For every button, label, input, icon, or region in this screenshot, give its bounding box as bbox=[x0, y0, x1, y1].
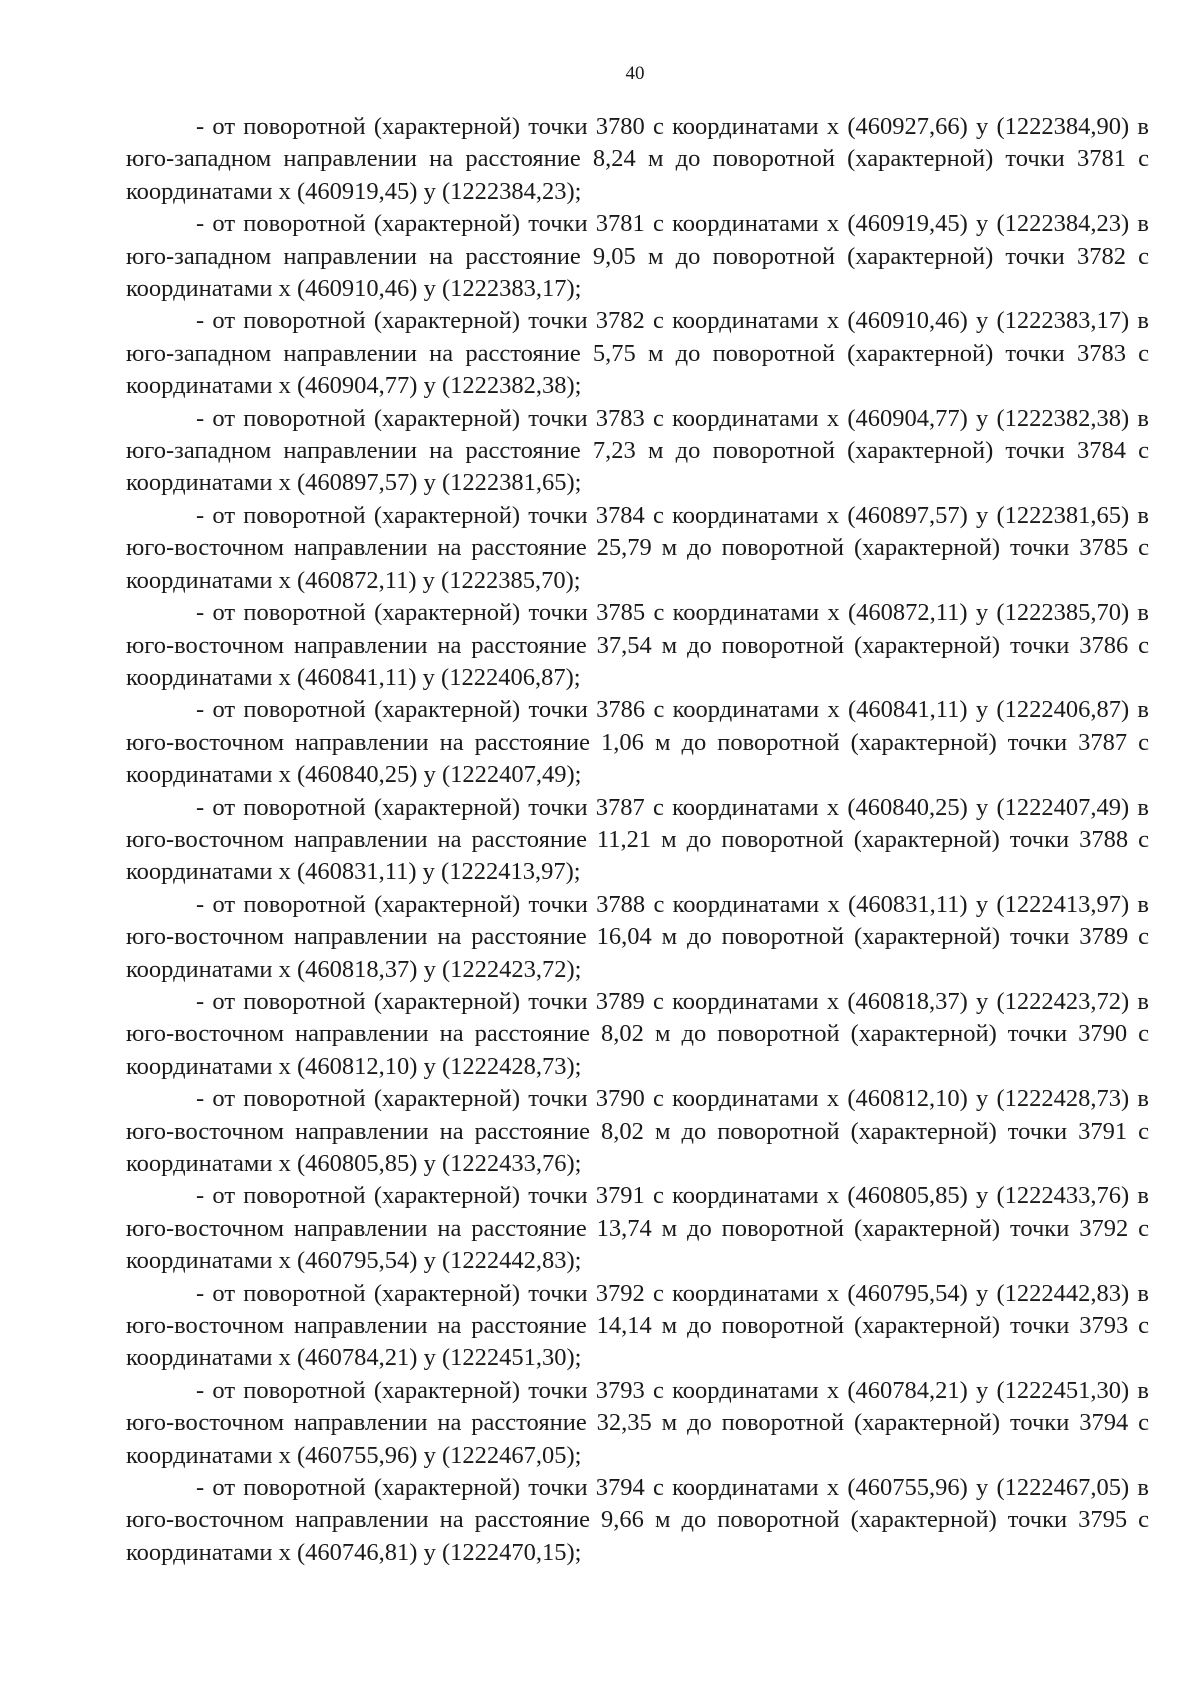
paragraph: - от поворотной (характерной) точки 3790 с координатами x (460812,10) y (1222428,73) в юго-восточном направлении на расстояние 8,02 м до поворотной (характерной) точки 3791 с координатами x (460805,85) y (1222433,76); bbox=[126, 1085, 1149, 1177]
paragraph: - от поворотной (характерной) точки 3785 с координатами x (460872,11) y (1222385,70) в юго-восточном направлении на расстояние 37,54 м до поворотной (характерной) точки 3786 с координатами x (460841,11) y (1222406,87); bbox=[126, 599, 1149, 691]
paragraph: - от поворотной (характерной) точки 3783 с координатами x (460904,77) y (1222382,38) в юго-западном направлении на расстояние 7,23 м до поворотной (характерной) точки 3784 с координатами x (460897,57) y (1222381,65); bbox=[126, 404, 1149, 497]
paragraph: - от поворотной (характерной) точки 3787 с координатами x (460840,25) y (1222407,49) в юго-восточном направлении на расстояние 11,21 м до поворотной (характерной) точки 3788 с координатами x (460831,11) y (1222413,97); bbox=[126, 793, 1149, 886]
paragraph: - от поворотной (характерной) точки 3782 с координатами x (460910,46) y (1222383,17) в юго-западном направлении на расстояние 5,75 м до поворотной (характерной) точки 3783 с координатами x (460904,77) y (1222382,38); bbox=[126, 307, 1149, 400]
paragraph: - от поворотной (характерной) точки 3791 с координатами x (460805,85) y (1222433,76) в юго-восточном направлении на расстояние 13,74 м до поворотной (характерной) точки 3792 с координатами x (460795,54) y (1222442,83); bbox=[126, 1182, 1149, 1275]
paragraph: - от поворотной (характерной) точки 3789 с координатами x (460818,37) y (1222423,72) в юго-восточном направлении на расстояние 8,02 м до поворотной (характерной) точки 3790 с координатами x (460812,10) y (1222428,73); bbox=[126, 987, 1149, 1080]
paragraph: - от поворотной (характерной) точки 3780 с координатами x (460927,66) y (1222384,90) в юго-западном направлении на расстояние 8,24 м до поворотной (характерной) точки 3781 с координатами x (460919,45) y (1222384,23); bbox=[126, 113, 1149, 205]
paragraph: - от поворотной (характерной) точки 3792 с координатами x (460795,54) y (1222442,83) в юго-восточном направлении на расстояние 14,14 м до поворотной (характерной) точки 3793 с координатами x (460784,21) y (1222451,30); bbox=[126, 1279, 1149, 1372]
paragraph: - от поворотной (характерной) точки 3781 с координатами x (460919,45) y (1222384,23) в юго-западном направлении на расстояние 9,05 м до поворотной (характерной) точки 3782 с координатами x (460910,46) y (1222383,17); bbox=[126, 210, 1149, 303]
page-number: 40 bbox=[625, 63, 645, 84]
paragraph: - от поворотной (характерной) точки 3793 с координатами x (460784,21) y (1222451,30) в юго-восточном направлении на расстояние 32,35 м до поворотной (характерной) точки 3794 с координатами x (460755,96) y (1222467,05); bbox=[126, 1376, 1149, 1469]
paragraph: - от поворотной (характерной) точки 3786 с координатами x (460841,11) y (1222406,87) в юго-восточном направлении на расстояние 1,06 м до поворотной (характерной) точки 3787 с координатами x (460840,25) y (1222407,49); bbox=[126, 696, 1149, 789]
paragraph: - от поворотной (характерной) точки 3794 с координатами x (460755,96) y (1222467,05) в юго-восточном направлении на расстояние 9,66 м до поворотной (характерной) точки 3795 с координатами x (460746,81) y (1222470,15); bbox=[126, 1474, 1149, 1566]
paragraph: - от поворотной (характерной) точки 3784 с координатами x (460897,57) y (1222381,65) в юго-восточном направлении на расстояние 25,79 м до поворотной (характерной) точки 3785 с координатами x (460872,11) y (1222385,70); bbox=[126, 501, 1149, 594]
document-body bbox=[126, 111, 1149, 1569]
paragraph: - от поворотной (характерной) точки 3788 с координатами x (460831,11) y (1222413,97) в юго-восточном направлении на расстояние 16,04 м до поворотной (характерной) точки 3789 с координатами x (460818,37) y (1222423,72); bbox=[126, 890, 1149, 983]
